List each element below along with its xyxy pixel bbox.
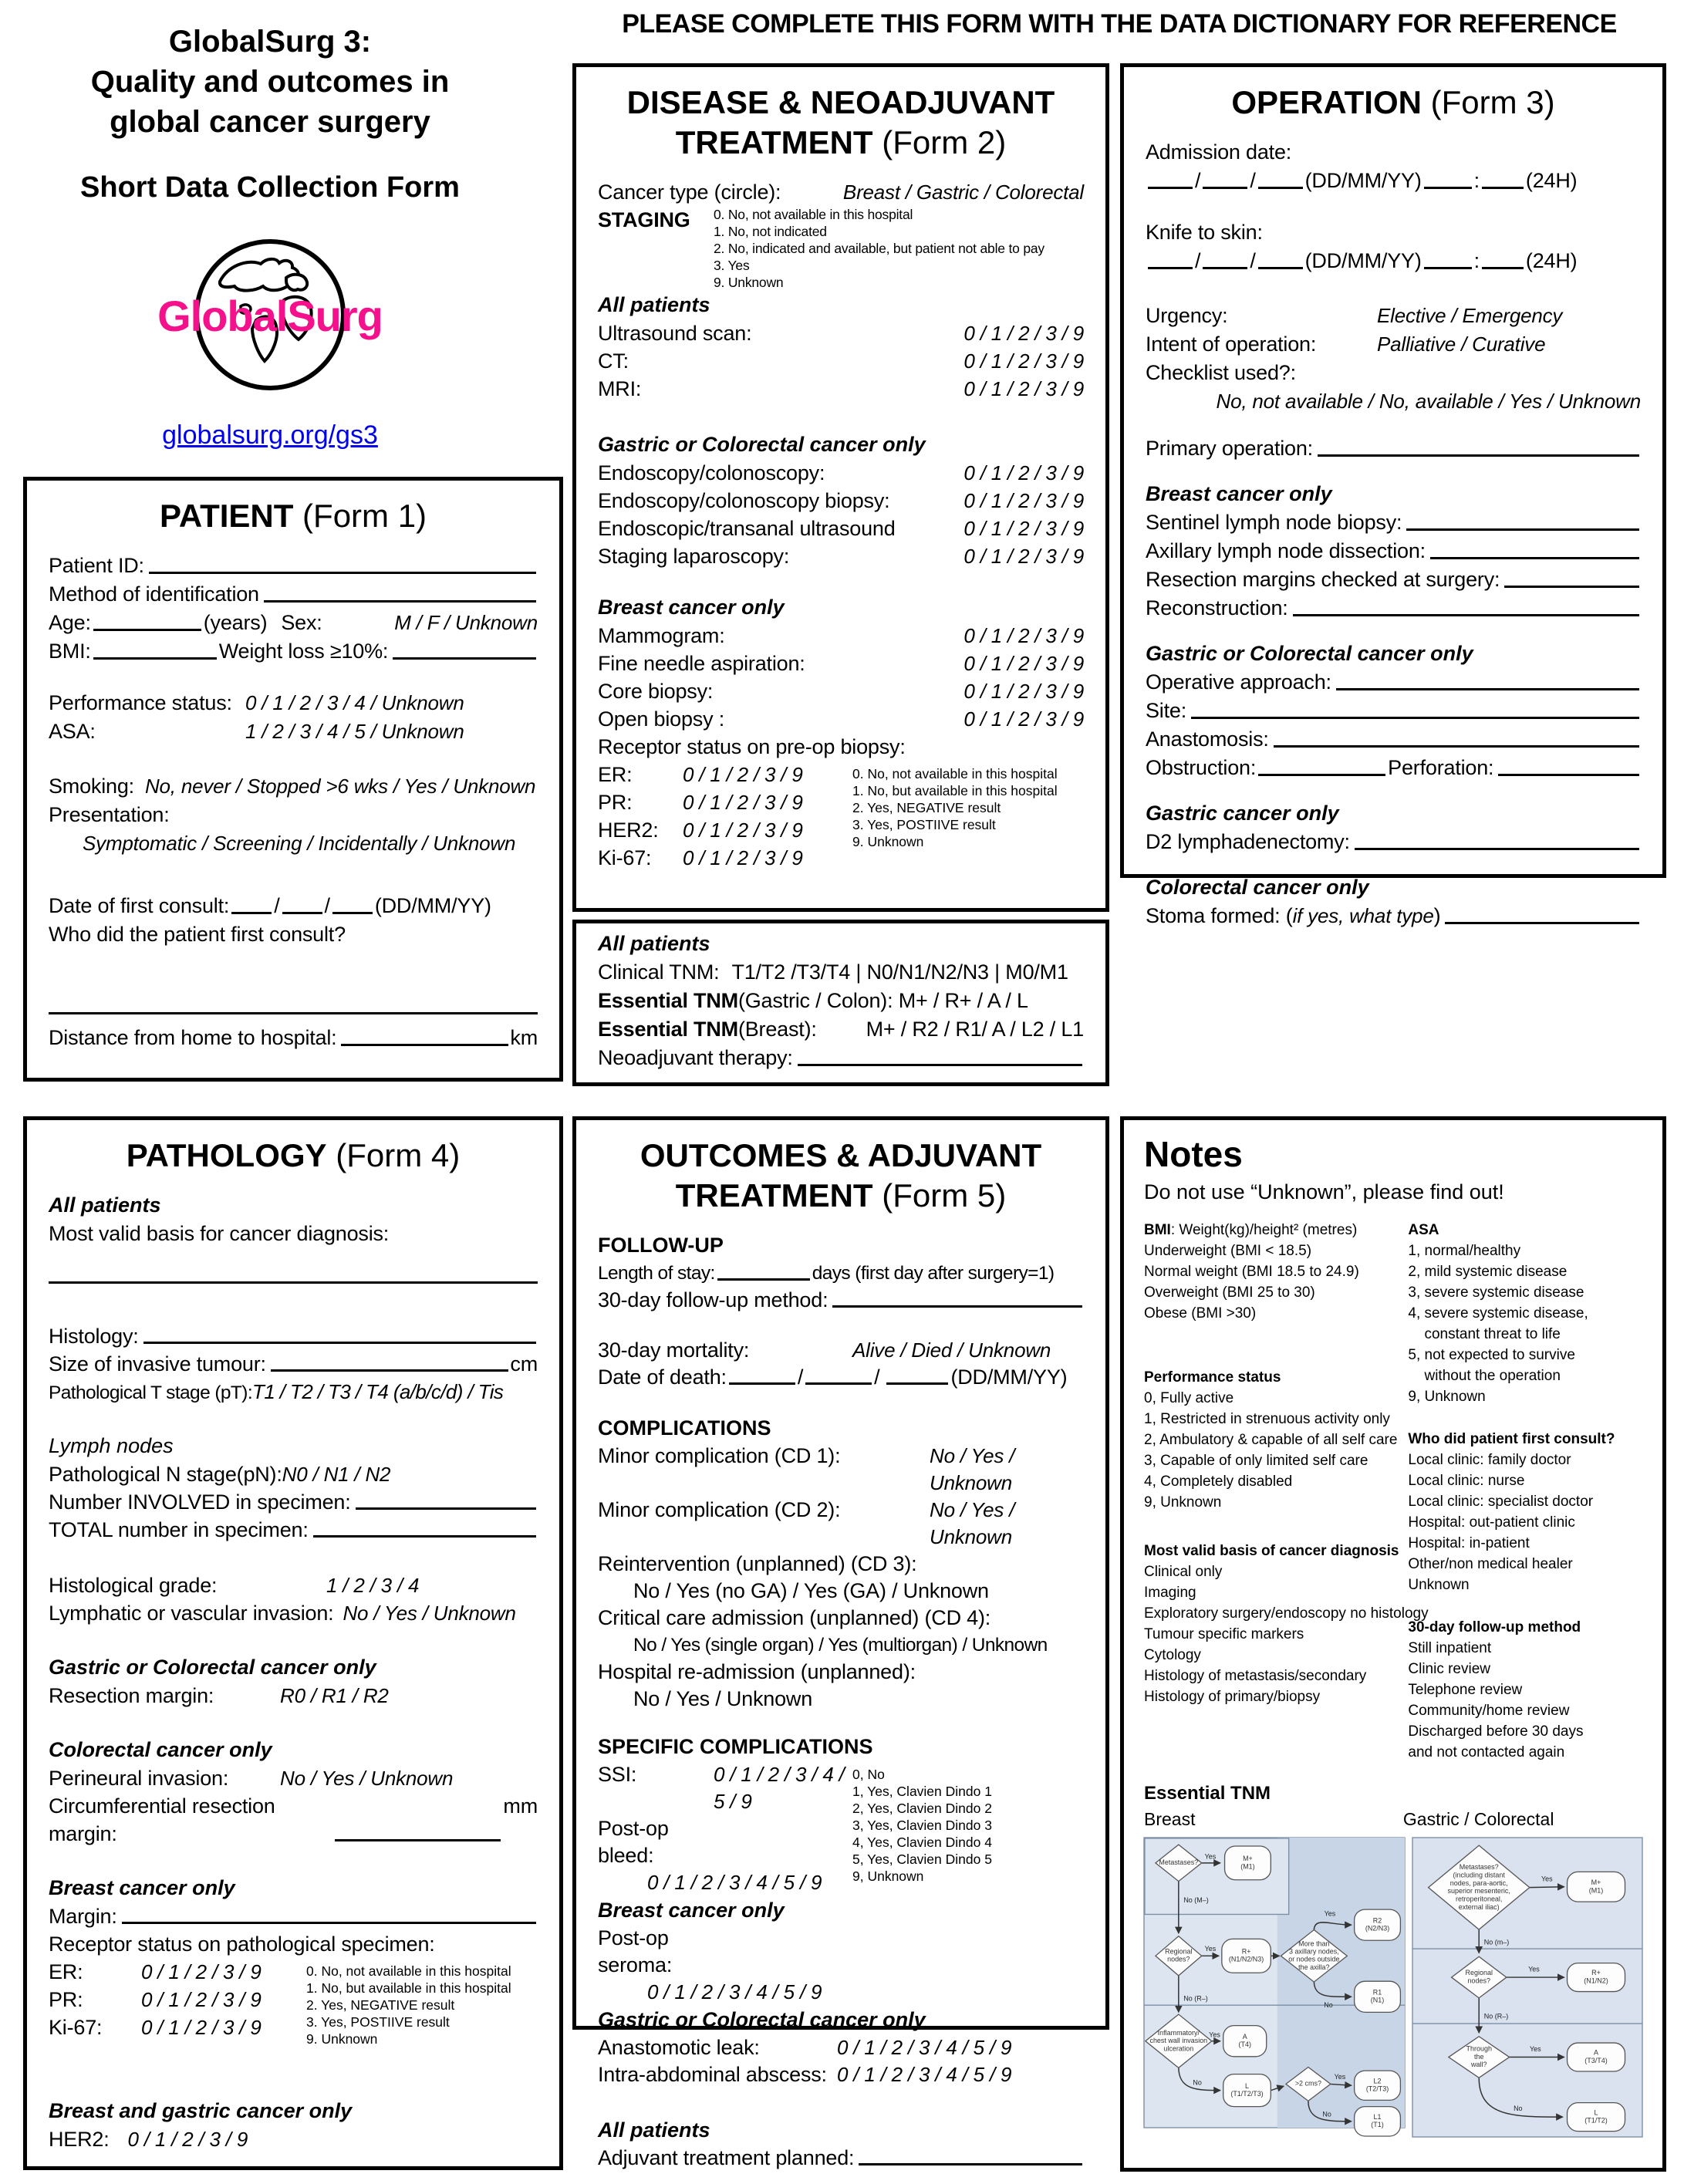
answer-key: 0, No 1, Yes, Clavien Dindo 1 2, Yes, Clavien Dindo 2 3, Yes, Clavien Dindo 3 4, Yes, Clavien Dindo 4 5, Yes, Clavien Dindo 5 9, Unknown: [852, 1767, 992, 1884]
spacer: [1146, 623, 1641, 640]
study-title-line1: GlobalSurg 3:: [168, 25, 372, 59]
tnm-flowcharts: [1144, 1838, 1642, 2137]
logo-wordmark: GlobalSurg: [157, 292, 383, 340]
pathology-form-rows: [49, 1191, 538, 2153]
blank-underline: [332, 912, 373, 914]
field-row: Operative approach:: [1146, 668, 1641, 697]
spacer: [49, 666, 538, 689]
spacer: [49, 1710, 538, 1736]
study-title: [23, 22, 517, 142]
field-row: Cancer type (circle): Breast / Gastric / Colorectal: [598, 181, 1084, 204]
notes-intro: Do not use “Unknown”, please find out!: [1144, 1180, 1504, 1203]
breast-tnm-flowchart: [1144, 1838, 1405, 2128]
blank-underline: [1424, 187, 1472, 189]
spacer: [49, 2074, 538, 2097]
field-row: Resection margin: R0 / R1 / R2: [49, 1684, 389, 1707]
operation-form-title: OPERATION (Form 3): [1231, 84, 1555, 120]
blank-underline: [1148, 187, 1193, 189]
svg-text:L(T1/T2): L (T1/T2): [1584, 2108, 1608, 2125]
svg-text:Yes: Yes: [1541, 1875, 1553, 1883]
patient-form-title: PATIENT (Form 1): [159, 498, 427, 534]
field-row: Margin:: [49, 1902, 538, 1930]
blank-underline: [1258, 267, 1303, 269]
blank-underline: [1191, 717, 1639, 719]
blank-underline: [282, 912, 322, 914]
blank-underline: [341, 1044, 508, 1046]
field-row: Lymphatic or vascular invasion: No / Yes / Unknown: [49, 1602, 516, 1625]
blank-underline: [1498, 774, 1639, 776]
spacer: [1146, 782, 1641, 799]
blank-underline: [1203, 187, 1247, 189]
field-row: ASA: 1 / 2 / 3 / 4 / 5 / Unknown: [49, 720, 464, 743]
svg-text:R1(N1): R1 (N1): [1370, 1988, 1385, 2004]
field-row: Adjuvant treatment planned:: [598, 2145, 1084, 2172]
section-heading: Gastric cancer only: [1146, 802, 1339, 825]
svg-text:Throughthewall?: Through the wall?: [1466, 2044, 1492, 2069]
svg-text:No: No: [1193, 2078, 1202, 2087]
svg-text:Yes: Yes: [1324, 1909, 1336, 1918]
field-row: Length of stay: days (first day after surgery=1): [598, 1263, 1055, 1284]
blank-underline: [264, 600, 536, 603]
website-link[interactable]: globalsurg.org/gs3: [162, 420, 378, 450]
blank-underline: [143, 1342, 536, 1344]
blank-underline: [798, 1064, 1082, 1066]
field-row: Most valid basis for cancer diagnosis:: [49, 1222, 390, 1245]
section-heading: All patients: [598, 2118, 710, 2142]
field-row: Critical care admission (unplanned) (CD 4):: [598, 1606, 991, 1629]
disease-form-title: DISEASE & NEOADJUVANT TREATMENT (Form 2): [626, 84, 1055, 160]
blank-underline: [1258, 187, 1303, 189]
blank-underline: [886, 1382, 948, 1385]
blank-underline: [122, 1922, 536, 1924]
section-heading: Lymph nodes: [49, 1434, 174, 1457]
blank-underline: [1504, 586, 1639, 588]
options-line: No / Yes / Unknown: [633, 1687, 813, 1710]
spacer: [49, 1293, 538, 1322]
options-line: No / Yes (no GA) / Yes (GA) / Unknown: [633, 1579, 989, 1602]
svg-text:M+(M1): M+ (M1): [1240, 1855, 1255, 1871]
spacer: [598, 570, 1084, 593]
section-heading: Colorectal cancer only: [49, 1738, 272, 1761]
svg-text:Inflammatory/chest wall invasi: Inflammatory/ chest wall invasion ulceration: [1149, 2028, 1208, 2053]
operation-form-rows: [1146, 138, 1641, 930]
patient-form-box: [23, 477, 563, 1082]
field-row: Histological grade: 1 / 2 / 3 / 4: [49, 1574, 420, 1597]
blank-underline: [1336, 688, 1639, 690]
study-title-line2: Quality and outcomes in: [90, 65, 450, 99]
field-row: Stoma formed: ( if yes, what type ): [1146, 902, 1641, 930]
blank-underline: [1430, 557, 1639, 559]
spacer: [598, 403, 1084, 430]
blank-underline: [859, 2163, 1082, 2165]
blank-underline: [313, 1535, 536, 1538]
disease-form-box: [572, 63, 1109, 912]
svg-text:No: No: [1514, 2104, 1523, 2112]
tnm-breast-label: Breast: [1144, 1809, 1196, 1829]
write-in-line: [49, 1261, 538, 1284]
notes-box: [1120, 1116, 1666, 2172]
note-block: Performance status 0, Fully active 1, Restricted in strenuous activity only 2, Ambulatory & capable of all self care 3, Capable of only limited self care 4, Completely disabled 9, Unknown: [1144, 1369, 1398, 1511]
receptor-grid: ER: 0 / 1 / 2 / 3 / 9 PR: 0 / 1 / 2 / 3 / 9 HER2: 0 / 1 / 2 / 3 / 9 Ki-67: 0 / 1 / 2 / 3 / 9 0. No, not available in this hospital 1. No, but available in this hospital 2. Yes, NEGATIVE result 3. Yes, POSTIIVE result 9. Unknown: [598, 761, 1084, 872]
field-row: Axillary lymph node dissection:: [1146, 537, 1641, 565]
blank-underline: [231, 912, 272, 914]
outcomes-form-box: [572, 1116, 1109, 2169]
field-row: TOTAL number in specimen:: [49, 1516, 538, 1544]
outcomes-form-rows: [598, 1231, 1084, 2172]
field-row: Pathological T stage (pT): T1 / T2 / T3 / T4 (a/b/c/d) / Tis: [49, 1380, 504, 1403]
note-block: BMI: Weight(kg)/height² (metres) Underweight (BMI < 18.5) Normal weight (BMI 18.5 to 24.9) Overweight (BMI 25 to 30) Obese (BMI >30): [1144, 1222, 1359, 1322]
field-row: Site:: [1146, 697, 1641, 725]
field-row: Number INVOLVED in specimen:: [49, 1488, 538, 1516]
svg-text:Yes: Yes: [1334, 2073, 1346, 2081]
section-heading: Gastric or Colorectal cancer only: [1146, 642, 1473, 665]
note-block: 30-day follow-up method Still inpatient Clinic review Telephone review Community/home review Discharged before 30 days and not contacted again: [1408, 1619, 1584, 1760]
spacer: [598, 1314, 1084, 1337]
section-heading: Breast cancer only: [1146, 482, 1332, 505]
svg-text:Regionalnodes?: Regional nodes?: [1165, 1947, 1193, 1963]
blank-underline: [729, 1382, 795, 1385]
section-heading: Breast cancer only: [49, 1876, 235, 1899]
spacer: [49, 1247, 538, 1261]
blank-underline: [1355, 848, 1639, 850]
field-row: Pathological N stage(pN): N0 / N1 / N2: [49, 1463, 391, 1486]
section-heading: Colorectal cancer only: [1146, 876, 1369, 899]
blank-underline: [832, 1305, 1082, 1308]
field-row: D2 lymphadenectomy:: [1146, 828, 1641, 856]
field-row: Presentation:: [49, 803, 170, 826]
field-row: Intra-abdominal abscess: 0 / 1 / 2 / 3 / 4 / 5 / 9: [598, 2063, 1012, 2086]
svg-text:L2(T2/T3): L2 (T2/T3): [1365, 2077, 1389, 2093]
field-row: Minor complication (CD 1): No / Yes / Unknown: [598, 1444, 1015, 1494]
blank-underline: [93, 629, 201, 631]
field-row: Method of identification: [49, 580, 538, 609]
field-row: Date of death: / / (DD/MM/YY): [598, 1365, 1068, 1389]
field-row: Staging laparoscopy: 0 / 1 / 2 / 3 / 9: [598, 545, 1084, 568]
blank-underline: [335, 1839, 501, 1841]
blank-underline: [356, 1507, 536, 1510]
note-block: Who did patient first consult? Local clinic: family doctor Local clinic: nurse Local clinic: specialist doctor Hospital: out-patient clinic Hospital: in-patient Other/non medical healer Unknown: [1408, 1431, 1615, 1593]
field-row: MRI: 0 / 1 / 2 / 3 / 9: [598, 377, 1084, 400]
field-row: Performance status: 0 / 1 / 2 / 3 / 4 / Unknown: [49, 691, 464, 714]
disease-form-rows: [598, 178, 1084, 872]
field-row: Core biopsy: 0 / 1 / 2 / 3 / 9: [598, 680, 1084, 703]
field-row: Date of first consult: / / (DD/MM/YY): [49, 894, 491, 917]
spacer: [1146, 463, 1641, 480]
field-row: Who did the patient first consult?: [49, 923, 346, 946]
spacer: [1146, 856, 1641, 873]
svg-text:L(T1/T2/T3): L (T1/T2/T3): [1230, 2081, 1264, 2098]
field-row: BMI: Weight loss ≥10%:: [49, 637, 538, 666]
field-row: Checklist used?:: [1146, 361, 1296, 384]
field-row: Smoking: No, never / Stopped >6 wks / Yes / Unknown: [49, 775, 536, 798]
study-title-line3: global cancer surgery: [110, 105, 430, 139]
field-row: Clinical TNM: T1/T2 /T3/T4 | N0/N1/N2/N3 | M0/M1: [598, 960, 1068, 984]
notes-grid: [1144, 1220, 1642, 1781]
notes-title: Notes: [1144, 1134, 1243, 1174]
blank-underline: [393, 657, 536, 660]
blank-underline: [271, 1369, 509, 1372]
tnm-rows: [598, 930, 1084, 1072]
field-row: Histology:: [49, 1322, 538, 1350]
svg-text:Yes: Yes: [1529, 2045, 1541, 2054]
field-row: 30-day mortality: Alive / Died / Unknown: [598, 1338, 1051, 1362]
field-row: Endoscopy/colonoscopy biopsy: 0 / 1 / 2 / 3 / 9: [598, 489, 1084, 512]
svg-text:Yes: Yes: [1209, 2030, 1220, 2039]
spacer: [1146, 275, 1641, 302]
spacer: [49, 858, 538, 892]
blank-underline: [805, 1382, 872, 1385]
options-line: Symptomatic / Screening / Incidentally / Unknown: [83, 832, 516, 855]
blank-underline: [1445, 922, 1639, 924]
section-heading: All patients: [598, 293, 710, 316]
spacer: [49, 1407, 538, 1432]
globalsurg-logo: [23, 235, 517, 394]
field-row: / / (DD/MM/YY) : (24H): [1146, 167, 1641, 195]
tnm-subbox: [572, 920, 1109, 1086]
spacer: [1146, 195, 1641, 218]
svg-text:No: No: [1324, 2001, 1333, 2009]
svg-text:A(T3/T4): A (T3/T4): [1584, 2048, 1608, 2065]
field-row: Primary operation:: [1146, 434, 1641, 463]
svg-text:Yes: Yes: [1204, 1945, 1217, 1953]
field-row: Anastomosis:: [1146, 725, 1641, 754]
field-row: Perineural invasion: No / Yes / Unknown: [49, 1767, 454, 1790]
svg-text:A(T4): A (T4): [1238, 2033, 1251, 2049]
field-row: Anastomotic leak: 0 / 1 / 2 / 3 / 4 / 5 / 9: [598, 2036, 1012, 2059]
blank-underline: [1274, 745, 1639, 748]
blank-underline: [1148, 267, 1193, 269]
field-row: Endoscopy/colonoscopy: 0 / 1 / 2 / 3 / 9: [598, 461, 1084, 484]
options-line: No, not available / No, available / Yes / Unknown: [1216, 390, 1641, 413]
field-row: Fine needle aspiration: 0 / 1 / 2 / 3 / 9: [598, 652, 1084, 675]
field-row: Circumferential resection margin: mm: [49, 1794, 538, 1845]
masthead: [23, 22, 517, 451]
section-heading: Gastric or Colorectal cancer only: [49, 1656, 376, 1679]
section-heading: All patients: [49, 1193, 161, 1217]
field-row: Patient ID:: [49, 552, 538, 580]
notes-right-column: [1408, 1220, 1642, 1781]
field-row: Receptor status on pre-op biopsy:: [598, 735, 906, 758]
svg-text:Metastases?(including distantn: Metastases? (including distant nodes, para-aortic, superior mesenteric, retroperitoneal, external iliac): [1447, 1863, 1510, 1911]
svg-text:R2(N2/N3): R2 (N2/N3): [1365, 1916, 1390, 1933]
field-row: Urgency: Elective / Emergency: [1146, 304, 1563, 327]
section-heading: SPECIFIC COMPLICATIONS: [598, 1735, 873, 1758]
field-row: Receptor status on pathological specimen:: [49, 1933, 435, 1956]
spacer: [49, 949, 538, 992]
section-heading: FOLLOW-UP: [598, 1234, 724, 1257]
blank-underline: [1293, 614, 1639, 616]
blank-underline: [1482, 187, 1524, 189]
svg-text:L1(T1): L1 (T1): [1371, 2113, 1384, 2129]
svg-text:Yes: Yes: [1528, 1965, 1540, 1973]
spacer: [598, 2088, 1084, 2116]
field-row: Distance from home to hospital: km: [49, 1026, 538, 1049]
svg-text:>2 cms?: >2 cms?: [1294, 2079, 1321, 2088]
field-row: Ultrasound scan: 0 / 1 / 2 / 3 / 9: [598, 322, 1084, 345]
blank-underline: [1203, 267, 1247, 269]
svg-text:Regionalnodes?: Regional nodes?: [1465, 1969, 1493, 1985]
receptor-grid: SSI: 0 / 1 / 2 / 3 / 4 / 5 / 9 Post-op bleed: 0 / 1 / 2 / 3 / 4 / 5 / 9 Breast cancer only Post-op seroma: 0 / 1 / 2 / 3 / 4 / 5 / 9 0, No 1, Yes, Clavien Dindo 1 2, Yes, Clavien Dindo 2 3, Yes, Clavien Dindo 3 4, Yes, Clavien Dindo 4 5, Yes, Clavien Dindo 5 9, Unknown: [598, 1761, 1084, 2006]
note-block: Most valid basis of cancer diagnosis Clinical only Imaging Exploratory surgery/endoscopy no histology Tumour specific markers Cytology Histology of metastasis/secondary Histology of primary/biopsy: [1144, 1543, 1429, 1705]
receptor-grid: ER: 0 / 1 / 2 / 3 / 9 PR: 0 / 1 / 2 / 3 / 9 Ki-67: 0 / 1 / 2 / 3 / 9 0. No, not available in this hospital 1. No, but available in this hospital 2. Yes, NEGATIVE result 3. Yes, POSTIIVE result 9. Unknown: [49, 1958, 538, 2074]
write-in-line: [49, 992, 538, 1014]
blank-underline: [1424, 267, 1472, 269]
blank-underline: [93, 657, 217, 660]
field-row: Size of invasive tumour: cm: [49, 1352, 538, 1376]
field-row: Endoscopic/transanal ultrasound 0 / 1 / 2 / 3 / 9: [598, 517, 1084, 540]
pathology-form-box: [23, 1116, 563, 2170]
field-row: Intent of operation: Palliative / Curative: [1146, 332, 1546, 356]
form-subtitle: Short Data Collection Form: [80, 171, 460, 204]
tnm-chart-labels: [1144, 1809, 1642, 1830]
field-row: HER2: 0 / 1 / 2 / 3 / 9: [49, 2128, 248, 2151]
spacer: [49, 1848, 538, 1874]
section-heading: COMPLICATIONS: [598, 1416, 771, 1440]
blank-underline: [717, 1278, 810, 1281]
field-row: Reconstruction:: [1146, 594, 1641, 623]
field-row: Resection margins checked at surgery:: [1146, 565, 1641, 594]
outcomes-form-title: OUTCOMES & ADJUVANT TREATMENT (Form 5): [640, 1137, 1042, 1214]
field-with-key: STAGING 0. No, not available in this hospital 1. No, not indicated 2. No, indicated and available, but patient not able to pay 3. Yes 9. Unknown: [598, 207, 1044, 290]
section-heading: Breast cancer only: [598, 596, 785, 619]
field-row: Obstruction: Perforation:: [1146, 754, 1641, 782]
section-heading: Breast and gastric cancer only: [49, 2099, 353, 2122]
svg-text:No (m–): No (m–): [1483, 1938, 1510, 1946]
field-row: Neoadjuvant therapy:: [598, 1044, 1084, 1072]
operation-form-box: [1120, 63, 1666, 927]
pathology-form-title: PATHOLOGY (Form 4): [126, 1137, 461, 1173]
svg-text:Metastases?: Metastases?: [1159, 1858, 1199, 1867]
svg-text:More than3 axillary nodes,or n: More than 3 axillary nodes, or nodes outside the axilla?: [1288, 1939, 1340, 1971]
blank-underline: [1406, 528, 1639, 531]
field-row: 30-day follow-up method:: [598, 1287, 1084, 1314]
field-row: Hospital re-admission (unplanned):: [598, 1660, 916, 1683]
blank-underline: [149, 572, 536, 574]
field-row: Age: (years) Sex: M / F / Unknown: [49, 611, 538, 634]
field-row: Essential TNM (Breast): M+ / R2 / R1/ A / L2 / L1: [598, 1018, 1084, 1041]
field-row: Minor complication (CD 2): No / Yes / Unknown: [598, 1498, 1015, 1548]
svg-text:No: No: [1322, 2110, 1331, 2118]
tnm-gc-label: Gastric / Colorectal: [1402, 1809, 1554, 1829]
field-row: Open biopsy : 0 / 1 / 2 / 3 / 9: [598, 707, 1084, 731]
svg-text:No (R–): No (R–): [1483, 2012, 1509, 2020]
spacer: [598, 1391, 1084, 1414]
field-row: / / (DD/MM/YY) : (24H): [1146, 247, 1641, 275]
svg-text:No (M–): No (M–): [1183, 1896, 1209, 1904]
gastric-colorectal-tnm-flowchart: [1412, 1838, 1642, 2137]
patient-form-rows: [49, 552, 538, 1052]
svg-text:M+(M1): M+ (M1): [1588, 1878, 1604, 1895]
svg-text:R+(N1/N2): R+ (N1/N2): [1584, 1969, 1608, 1985]
top-instruction: PLEASE COMPLETE THIS FORM WITH THE DATA DICTIONARY FOR REFERENCE: [622, 9, 1617, 39]
blank-underline: [1318, 454, 1639, 457]
options-line: No / Yes (single organ) / Yes (multiorgan) / Unknown: [633, 1635, 1048, 1656]
spacer: [598, 1713, 1084, 1733]
section-heading: Gastric or Colorectal cancer only: [598, 433, 926, 456]
answer-key: 0. No, not available in this hospital 1. No, but available in this hospital 2. Yes, NEGATIVE result 3. Yes, POSTIIVE result 9. Unknown: [852, 766, 1058, 849]
notes-left-column: [1144, 1220, 1429, 1781]
svg-text:R+(N1/N2/N3): R+ (N1/N2/N3): [1228, 1947, 1264, 1963]
field-row: Essential TNM (Gastric / Colon): M+ / R+ / A / L: [598, 989, 1028, 1012]
field-row: Reintervention (unplanned) (CD 3):: [598, 1552, 917, 1575]
spacer: [49, 746, 538, 772]
spacer: [49, 1544, 538, 1571]
section-heading: All patients: [598, 932, 710, 955]
svg-text:No (R–): No (R–): [1183, 1994, 1208, 2003]
section-heading: Gastric or Colorectal cancer only: [598, 2008, 926, 2031]
field-row: Admission date:: [1146, 140, 1292, 164]
blank-underline: [1482, 267, 1524, 269]
note-block: ASA 1, normal/healthy 2, mild systemic disease 3, severe systemic disease 4, severe systemic disease, constant threat to life 5, not expected to survive without the operation 9, Unknown: [1408, 1222, 1588, 1405]
field-row: CT: 0 / 1 / 2 / 3 / 9: [598, 349, 1084, 373]
answer-key: 0. No, not available in this hospital 1. No, but available in this hospital 2. Yes, NEGATIVE result 3. Yes, POSTIIVE result 9. Unknown: [306, 1963, 511, 2047]
spacer: [1146, 416, 1641, 434]
field-row: Sentinel lymph node biopsy:: [1146, 508, 1641, 537]
blank-underline: [1258, 774, 1385, 776]
field-row: Knife to skin:: [1146, 221, 1263, 244]
field-row: Mammogram: 0 / 1 / 2 / 3 / 9: [598, 624, 1084, 647]
essential-tnm-heading: Essential TNM: [1144, 1783, 1271, 1804]
spacer: [49, 1627, 538, 1653]
svg-text:Yes: Yes: [1204, 1852, 1217, 1861]
